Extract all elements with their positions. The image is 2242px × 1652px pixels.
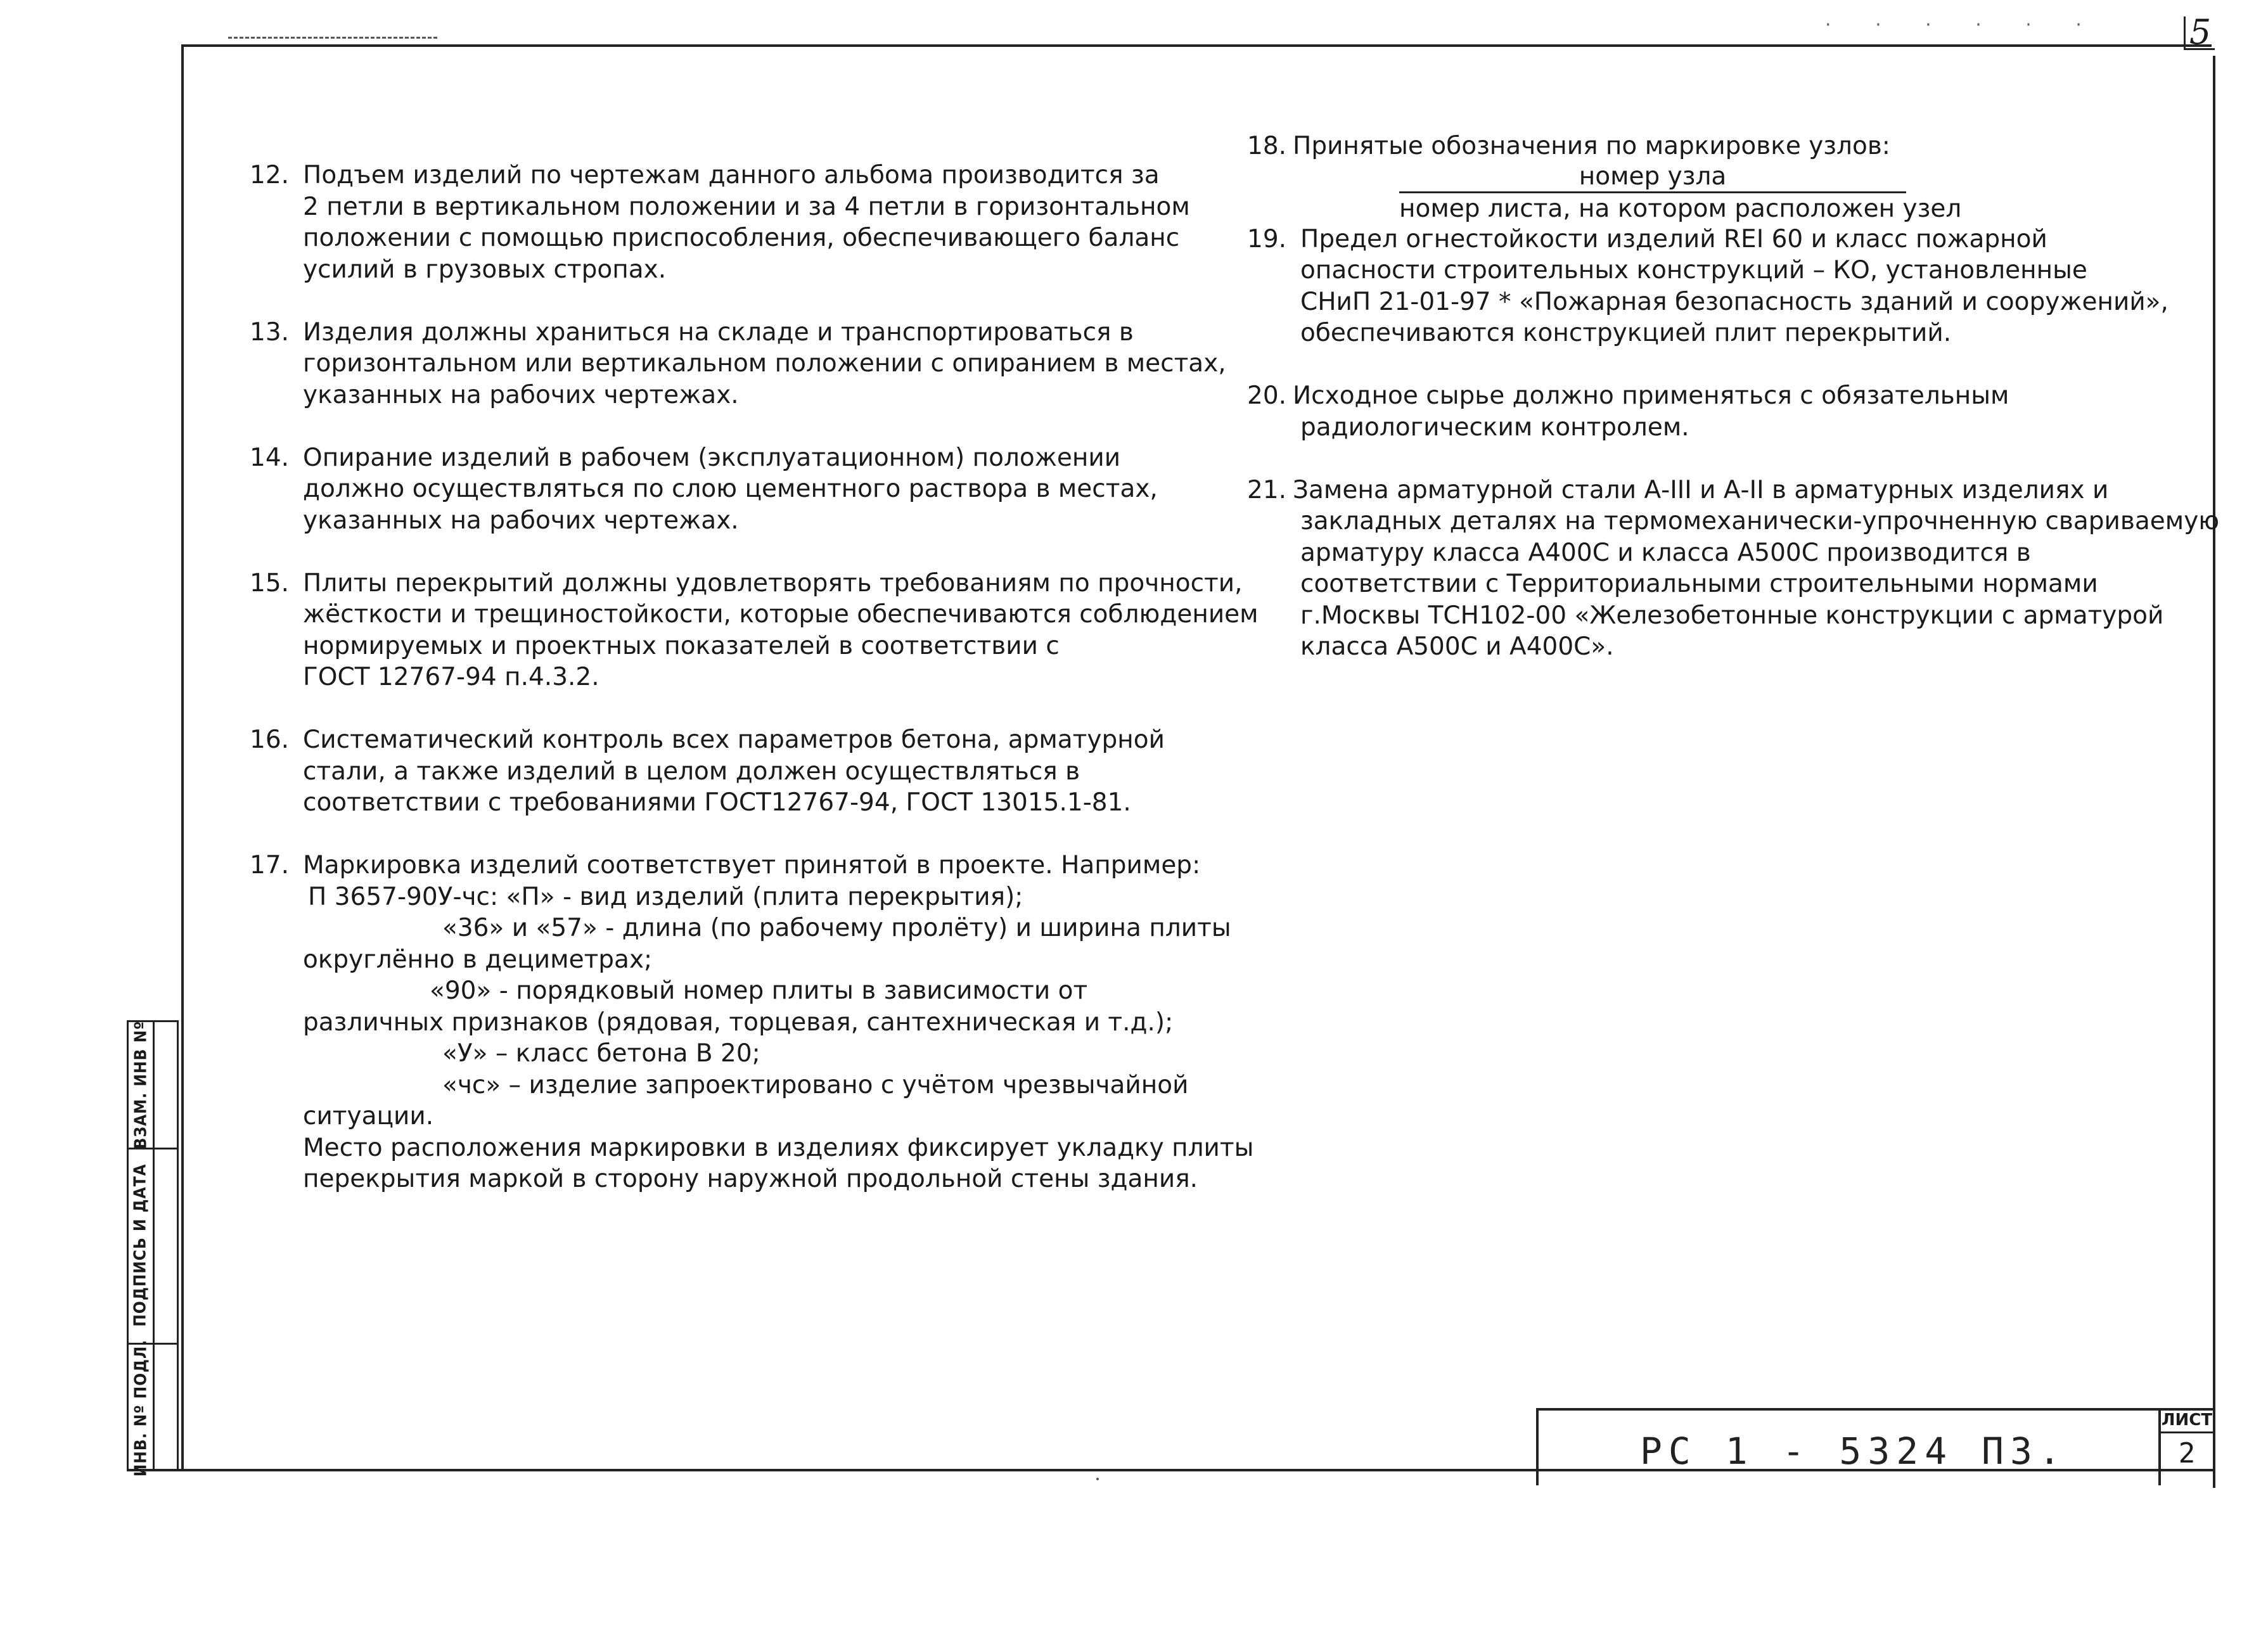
note-line: Систематический контроль всех параметров бетона, арматурной [303, 726, 1165, 754]
note-line: округлённо в дециметрах; [303, 945, 653, 974]
side-stamp-divider [153, 1022, 155, 1470]
note-number: 21. [1247, 475, 1287, 504]
note-line: усилий в грузовых стропах. [303, 255, 667, 284]
note-12 [250, 160, 1188, 285]
frame-right-border [2213, 56, 2215, 1488]
note-tail-line: перекрытия маркой в сторону наружной продольной стены здания. [303, 1165, 1198, 1193]
note-21 [1247, 475, 2220, 663]
note-15 [250, 568, 1259, 693]
note-line: П 3657-90У-чс: «П» - вид изделий (плита перекрытия); [308, 882, 1023, 911]
side-stamp [127, 1020, 179, 1477]
note-line: Опирание изделий в рабочем (эксплуатационном) положении [303, 443, 1121, 472]
note-line: обеспечиваются конструкцией плит перекрытий. [1300, 319, 1952, 347]
top-dash-line [228, 37, 437, 39]
side-stamp-vzam-cell [129, 1022, 153, 1148]
note-tail-line: Место расположения маркировки в изделиях фиксирует укладку плиты [303, 1133, 1254, 1162]
note-line: стали, а также изделий в целом должен осуществляться в [303, 757, 1080, 786]
note-number: 16. [250, 726, 290, 754]
frame-left-border [181, 44, 184, 1470]
fraction-numerator: номер узла [1399, 162, 1906, 193]
note-number: 19. [1247, 224, 1287, 253]
note-line: ГОСТ 12767-94 п.4.3.2. [303, 663, 599, 691]
note-line: горизонтальном или вертикальном положении с опиранием в местах, [303, 349, 1226, 378]
note-number: 18. [1247, 132, 1287, 160]
note-number: 15. [250, 568, 290, 598]
note-16 [250, 724, 1188, 819]
note-line: «чс» – изделие запроектировано с учётом чрезвычайной [442, 1070, 1189, 1099]
note-line: соответствии с требованиями ГОСТ12767-94, ГОСТ 13015.1-81. [303, 788, 1131, 817]
side-stamp-signature-label: ПОДПИСЬ И ДАТА [131, 1163, 150, 1327]
note-line: 2 петли в вертикальном положении и за 4 петли в горизонтальном [303, 192, 1190, 221]
note-line: СНиП 21-01-97 * «Пожарная безопасность зданий и сооружений», [1300, 287, 2168, 316]
note-number: 20. [1247, 381, 1287, 410]
side-stamp-inv-cell [129, 1339, 153, 1477]
side-stamp-inv-label: ИНВ. Nº ПОДЛ. [131, 1339, 151, 1477]
note-line: опасности строительных конструкций – КО, установленные [1300, 256, 2087, 285]
note-line: положении с помощью приспособления, обеспечивающего баланс [303, 224, 1180, 252]
note-line: «36» и «57» - длина (по рабочему пролёту) и ширина плиты [442, 914, 1231, 942]
note-line: Предел огнестойкости изделий REI 60 и класс пожарной [1300, 224, 2047, 253]
notes-left-column [250, 160, 1259, 1195]
note-number: 14. [250, 443, 290, 472]
note-line: Принятые обозначения по маркировке узлов: [1293, 132, 1890, 160]
note-18 [1247, 131, 2172, 224]
handwritten-page-number: 5 [2184, 16, 2215, 50]
note-line: Замена арматурной стали А-III и А-II в арматурных изделиях и [1293, 475, 2109, 504]
sheet-label: ЛИСТ [2161, 1408, 2213, 1433]
note-line: указанных на рабочих чертежах. [303, 506, 739, 535]
note-line: Подъем изделий по чертежам данного альбома производится за [303, 161, 1160, 189]
note-line: жёсткости и трещиностойкости, которые обеспечиваются соблюдением [303, 600, 1259, 629]
note-line: закладных деталях на термомеханически-упрочненную свариваемую [1300, 507, 2220, 535]
note-line: Маркировка изделий соответствует принятой в проекте. Например: [303, 851, 1201, 880]
note-line: указанных на рабочих чертежах. [303, 380, 739, 409]
top-faint-marks: · · · · · · [1825, 14, 2101, 36]
note-line: радиологическим контролем. [1300, 413, 1689, 442]
title-block [1536, 1408, 2213, 1485]
note-13 [250, 317, 1226, 411]
document-code: РС 1 - 5324 ПЗ. [1640, 1430, 2067, 1473]
note-20 [1247, 380, 2172, 443]
note-line: Плиты перекрытий должны удовлетворять требованиям по прочности, [303, 568, 1243, 598]
sheet-number-box [2158, 1408, 2213, 1485]
note-line: различных признаков (рядовая, торцевая, сантехническая и т.д.); [303, 1008, 1174, 1037]
note-14 [250, 442, 1188, 537]
note-line: «У» – класс бетона В 20; [442, 1039, 760, 1068]
note-line: Исходное сырье должно применяться с обязательным [1293, 381, 2009, 410]
scan-speck [1096, 1478, 1099, 1480]
frame-top-border [184, 44, 2212, 47]
note-line: «90» - порядковый номер плиты в зависимости от [430, 976, 1088, 1005]
note-line: нормируемых и проектных показателей в соответствии с [303, 631, 1060, 660]
side-stamp-vzam-label: ВЗАМ. ИНВ Nº [131, 1020, 151, 1149]
fraction-denominator: номер листа, на котором расположен узел [1399, 194, 1962, 223]
notes-right-column [1247, 131, 2220, 663]
note-number: 12. [250, 161, 290, 189]
note-line: должно осуществляться по слою цементного раствора в местах, [303, 475, 1158, 503]
note-17 [250, 850, 1231, 1132]
side-stamp-signature-cell [129, 1148, 153, 1343]
note-line: Изделия должны храниться на складе и транспортироваться в [303, 317, 1134, 347]
note-line: арматуру класса А400С и класса А500С производится в [1300, 538, 2031, 567]
note-line: ситуации. [303, 1102, 434, 1130]
note-number: 17. [250, 851, 290, 880]
note-19 [1247, 224, 2172, 349]
note-number: 13. [250, 317, 290, 347]
note-line: соответствии с Территориальными строительными нормами [1300, 570, 2098, 598]
note-line: класса А500С и А400С». [1300, 632, 1614, 661]
note-line: г.Москвы ТСН102-00 «Железобетонные конструкции с арматурой [1300, 601, 2164, 630]
sheet-number: 2 [2178, 1437, 2196, 1470]
